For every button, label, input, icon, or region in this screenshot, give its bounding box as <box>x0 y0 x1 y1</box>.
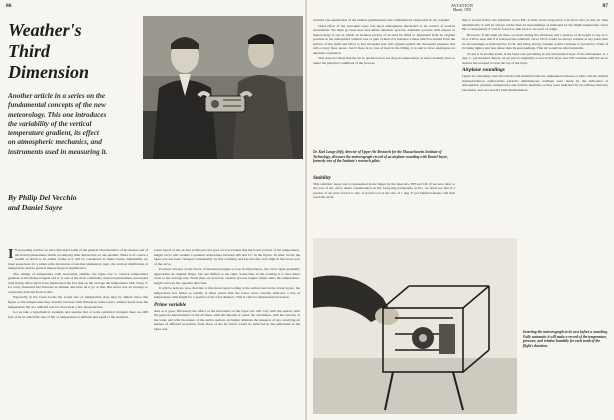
page-number-left: 86 <box>6 3 12 9</box>
paragraph: Let us take a hypothetical example and assume that at some particular moment there are 400 feet of air in which the rate of fall of temperature is uniform and equal to the standard. <box>8 310 148 319</box>
photo-researchers <box>143 16 303 159</box>
paragraph: lower layers of the air and as this process goes on it is evident that the lower portion of the temperature-height curve will assume a position somewhere between AB and CC in the figure. In other words the lapse rate has been changed considerably by this warming and has become very high in the lower part of the curve. <box>154 248 300 266</box>
paragraph: This does not mean that the air in question does not drop in temperature; at least certainly does so under the physical conditions of the process. <box>313 56 455 65</box>
running-head-title: AVIATION <box>450 3 474 8</box>
left-page <box>0 0 305 420</box>
byline-line-2: and Daniel Sayre <box>8 203 63 212</box>
right-column-a <box>313 18 455 148</box>
paragraph: The change of temperature with increasing altitude, the lapse rate or vertical temperature gradient as the meteorologists call it, is one of the most commonly observed phenomena associated with flying. Most pilots have memorized the fact that on the average the temperature falls 3 deg. F. for every thousand feet increase in altitude and have let it go at that. But never was an average so constantly deviated from as this. <box>8 271 148 294</box>
photo-meteorograph-image <box>313 238 517 414</box>
title-line-2: Third <box>8 41 51 61</box>
photo-caption-meteorograph: Inserting the meteorograph in its case before a sounding. Fully automatic it will make a record of the temperature, pressure, and relative humidity for each tenth of the flight's duration. <box>523 330 608 348</box>
byline <box>8 193 108 213</box>
section-head-prime-variable: Prime variable <box>154 301 187 308</box>
paragraph: that it would follow the adiabatic curve EH. A little closer inspection will show that as this air rises adiabatically, it will be always colder than its surroundings as indicated by the slight temperature curve EK. Consequently it will be forced to sink back to its level of origin. <box>462 18 608 32</box>
paragraph: It will be noticed, now, that due to this more rapid cooling at the surface and in the lower layers, the temperature has fallen so rapidly at these points that the lower curve actually indicates a rise of temperature with height for a portion of the total distance. This is called a temperature inversion. <box>154 286 300 300</box>
section-head-stability: Stability <box>313 174 331 181</box>
paragraph: Forward onward, as the factor of insolation begins to lose its importance, the curve again gradually approaches its original shape, but one shifted to the right. Some time in the evening it is once more close to the average rate. From then on, however, another process begins which alters the temperature-height curve in the opposite direction. <box>154 267 300 285</box>
title-line-1: Weather's <box>8 20 82 40</box>
paragraph: This adiabatic lapse rate is represented in the figure by the lines AG, EH and CD. If we now refer to the part of the curve under consideration in the foregoing paragraphs as EC, we shall see that if a portion of air were forced to rise, it would cool at the rate of 1 deg. F. per hundred meters and thus reach the level. <box>313 181 455 200</box>
running-head <box>427 3 497 12</box>
paragraph: counted one explanation of the endless permutations and combinations observable in our weather. <box>313 18 450 22</box>
paragraph: However, if the same air mass occurred during the afternoon and a portion of air began to rise as C D, it will be seen that if it followed the adiabatic curve CD it would be always warmer at any point than its surroundings as indicated by CCD, and being always warmer would continue to ascend by virtue of its being lighter and less dense than its surroundings. This air would be called unstable. <box>462 32 608 51</box>
right-column-b <box>462 18 608 248</box>
paragraph: And so it goes. Obviously the effect of the insolation on the lapse rate will vary with the season, with the general characteristics of the air mass, with the amount of cloud, the cloudiness, with the velocity of the wind, and with the nature of the earth's surface. At higher altitudes the presence of any overlying air masses of different properties from those of the air below would be reflected in discontinuities in the lapse rate. <box>154 308 300 331</box>
photo-meteorograph <box>313 238 517 414</box>
photo-caption-researchers: Dr. Karl Lange (left), director of Upper Air Research for the Massachusetts Institute of Technology, discusses the meteorograph record of an airplane sounding with Daniel Sayre, formerly one of the Institute's research pilots. <box>313 150 448 164</box>
paragraph: Upper air soundings were first made with manned balloons, unmanned balloons or kites. On the earliest manned-balloon explorations periodic simultaneous readings were made by the balloonist of atmospheric pressure, temperature and relative humidity as they were indicated by an ordinary mercury barometer, and wet and dry bulb thermometers. <box>462 74 608 92</box>
right-page <box>307 0 614 420</box>
byline-line-1: By Philip Del Vecchio <box>8 193 77 202</box>
article-deck: Another article in a series on the fundamental concepts of the new meteorology. This one introduces the variability of the vertical temperature gradient, its effect on atmospheric mechanics, and instruments used in measuring it. <box>8 92 108 156</box>
drop-cap: I <box>8 248 14 262</box>
section-head-airplane-soundings: Airplane soundings <box>462 66 505 73</box>
paragraph: Especially in the lower levels the actual rate of temperature drop may be almost twice this figure or the temperature may actually increase with altitude in some layers. Almost never does the temperature fall at a uniform rate for more than a few thousand feet. <box>8 295 148 309</box>
page-number-right: 87 <box>602 3 608 9</box>
paragraph <box>8 248 148 271</box>
left-column-b <box>154 248 300 416</box>
paragraph: Chief effect of the prevalent lapse rate upon atmospheric mechanics is its control of vertical movements. We must go back here and define adiabatic process. Adiabatic process with respect to meteorology is one in which an isolated portion of air may be lifted or depressed from its original position in the atmosphere without loss or gain of heat. For instance a mass which is started from the surface of the earth and lifted to five thousand feet will expand against the decreased pressure and will occupy more space, but if there is no loss of heat in the lifting, it is said to have undergone an adiabatic expansion. <box>313 23 455 55</box>
running-head-date: March, 1935 <box>452 8 472 12</box>
left-column-a <box>8 248 148 416</box>
right-column-a-cont <box>313 173 455 233</box>
paragraph: To put it in another form, if the lapse rate prevailing in any unsaturated layer of the atmosphere is 1 deg. C. per hundred meters, an air parcel originally at rest in that layer and will continue until the air in motion has reached at least the top of the layer. <box>462 51 608 65</box>
intro-text: N preceding articles we have discussed some of the general characteristics of air masses and of the frontal phenomena which accompany their interaction on one another. There is of course a wealth of detail to be added. Some of it will be considered in future issues. Meanwhile we must pause here for a rather wide discussion of another elementary topic, the vertical distribution of temperature and its general meteorological significance. <box>8 248 148 271</box>
title-line-3: Dimension <box>8 62 90 82</box>
photo-researchers-image <box>143 16 303 159</box>
article-title <box>8 20 108 83</box>
